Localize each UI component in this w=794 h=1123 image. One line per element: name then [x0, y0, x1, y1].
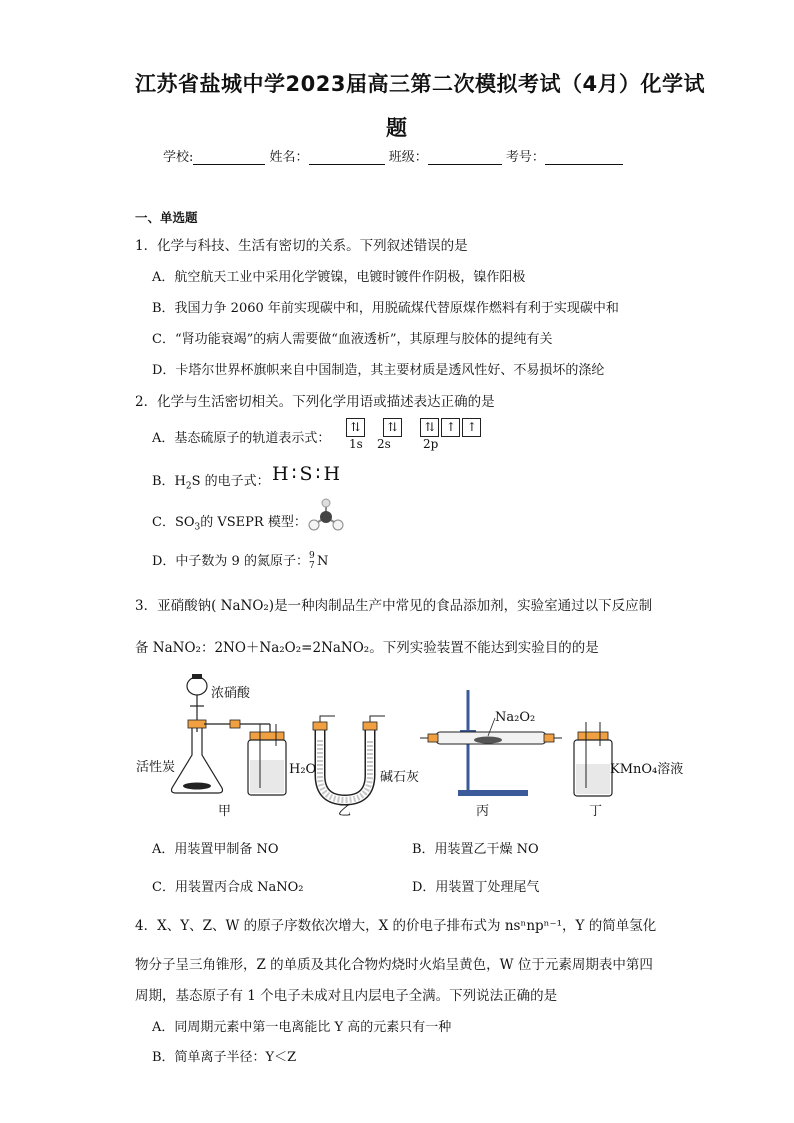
q1-option-b: B．我国力争 2060 年前实现碳中和，用脱硫煤代替原煤作燃料有利于实现碳中和	[152, 301, 619, 316]
title-line-2: 题	[386, 116, 408, 140]
q4-option-a: A．同周期元素中第一电离能比 Y 高的元素只有一种	[152, 1020, 452, 1035]
orbital-label-2p: 2p	[423, 437, 439, 451]
q3-option-b: B．用装置乙干燥 NO	[412, 842, 539, 857]
orbital-box-2p-2: ↑	[441, 418, 460, 437]
exam-number-label: 考号：	[505, 150, 545, 165]
q3-stem-line-1: 3．亚硝酸钠( NaNO₂)是一种肉制品生产中常见的食品添加剂，实验室通过以下反应制	[135, 598, 653, 614]
orbital-diagram	[346, 416, 483, 437]
apparatus-wash-bottle	[248, 724, 286, 795]
q1-option-d: D．卡塔尔世界杯旗帜来自中国制造，其主要材质是透风性好、不易损坏的涤纶	[152, 363, 605, 378]
exam-number-blank[interactable]	[545, 164, 623, 165]
name-label: 姓名：	[269, 150, 309, 165]
q1-stem: 1．化学与科技、生活有密切的关系。下列叙述错误的是	[135, 238, 468, 254]
q4-stem-line-1: 4．X、Y、Z、W 的原子序数依次增大，X 的价电子排布式为 nsⁿnpⁿ⁻¹，Y 的简单氢化	[135, 918, 657, 934]
q2-option-a: A．基态硫原子的轨道表示式：	[152, 431, 331, 446]
nitrogen-atomic-number: 7	[308, 560, 315, 571]
label-soda-lime: 碱石灰	[380, 770, 420, 785]
label-activated-carbon: 活性炭	[136, 760, 176, 775]
label-yi: 乙	[338, 804, 352, 819]
school-blank[interactable]	[193, 164, 265, 165]
q3-option-a: A．用装置甲制备 NO	[152, 842, 279, 857]
q1-option-c: C．“肾功能衰竭”的病人需要做“血液透析”，其原理与胶体的提纯有关	[152, 332, 553, 347]
label-water: H₂O	[289, 762, 317, 777]
q2-option-d: D．中子数为 9 的氮原子： 9 7 N	[152, 550, 329, 571]
apparatus-figure	[120, 660, 700, 820]
q2-option-b: B．$H_2S$ 的电子式：	[152, 474, 270, 492]
q4-stem-line-2: 物分子呈三角锥形，Z 的单质及其化合物灼烧时火焰呈黄色，W 位于元素周期表中第四	[135, 957, 653, 973]
label-ding: 丁	[589, 804, 603, 819]
q4-option-b: B．简单离子半径：Y＜Z	[152, 1050, 297, 1065]
info-line	[163, 146, 623, 165]
class-blank[interactable]	[428, 164, 502, 165]
label-nitric-acid: 浓硝酸	[211, 686, 251, 701]
apparatus-yi	[313, 716, 385, 800]
orbital-label-1s: 1s	[349, 437, 363, 451]
vsepr-model-image	[306, 497, 346, 533]
section-heading: 一、单选题	[135, 210, 198, 225]
apparatus-bing	[420, 690, 562, 796]
name-blank[interactable]	[309, 164, 385, 165]
orbital-box-2p-3: ↑	[462, 418, 481, 437]
q3-stem-line-2: 备 NaNO₂：2NO＋Na₂O₂=2NaNO₂。下列实验装置不能达到实验目的的是	[135, 640, 599, 656]
q2-stem: 2．化学与生活密切相关。下列化学用语或描述表达正确的是	[135, 394, 495, 410]
orbital-box-2p-1: ⇅	[420, 418, 439, 437]
label-jia: 甲	[218, 804, 232, 819]
q2-option-c: C．$SO_3$的 VSEPR 模型：	[152, 515, 307, 533]
orbital-label-2s: 2s	[377, 437, 391, 451]
orbital-box-1s: ⇅	[346, 418, 365, 437]
class-label: 班级：	[388, 150, 428, 165]
q4-stem-line-3: 周期，基态原子有 1 个电子未成对且内层电子全满。下列说法正确的是	[135, 988, 558, 1004]
q3-option-c: C．用装置丙合成 NaNO₂	[152, 880, 304, 895]
label-kmno4: KMnO₄溶液	[610, 762, 684, 777]
school-label: 学校:	[163, 150, 194, 165]
title-line-1: 江苏省盐城中学2023届高三第二次模拟考试（4月）化学试	[135, 72, 706, 96]
h2s-electron-formula: H∶S∶H	[272, 463, 344, 485]
label-bing: 丙	[476, 804, 490, 819]
q1-option-a: A．航空航天工业中采用化学镀镍，电镀时镀件作阴极，镍作阳极	[152, 270, 526, 285]
q3-option-d: D．用装置丁处理尾气	[412, 880, 540, 895]
orbital-box-2s: ⇅	[383, 418, 402, 437]
label-na2o2: Na₂O₂	[495, 710, 536, 725]
nitrogen-symbol: N	[316, 554, 329, 569]
apparatus-ding	[574, 722, 612, 796]
nitrogen-mass-number: 9	[308, 550, 315, 561]
